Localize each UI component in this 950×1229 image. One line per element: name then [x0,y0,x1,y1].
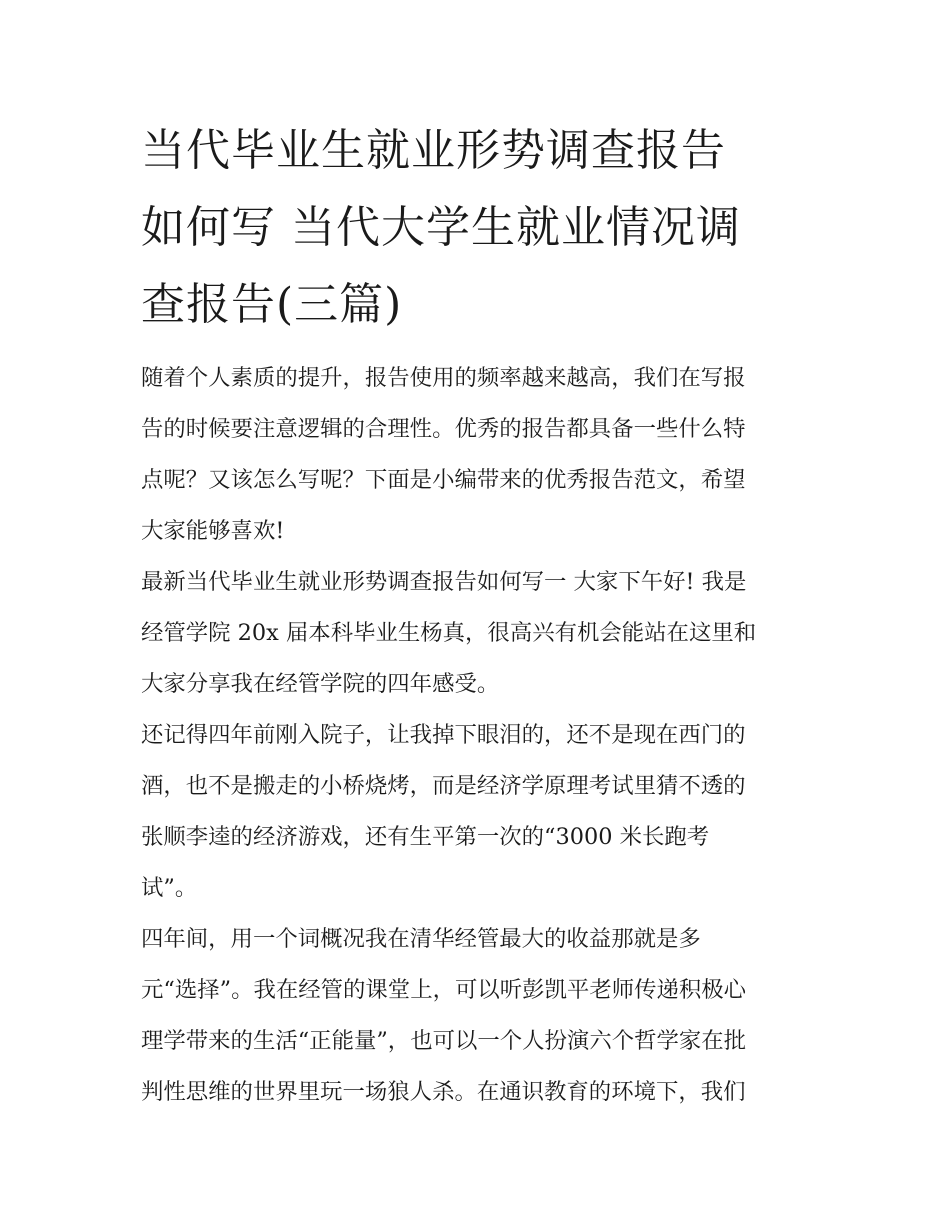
document-title [141,112,813,343]
text-line: 试”。 [141,875,198,901]
paragraph-4 [141,914,813,1118]
text-line: 最新当代毕业生就业形势调查报告如何写一 大家下午好! 我是 [141,569,747,595]
text-line: 点呢？又该怎么写呢？下面是小编带来的优秀报告范文，希望 [141,467,746,493]
text-line: 经管学院 20x 届本科毕业生杨真，很高兴有机会能站在这里和 [141,620,757,646]
text-line: 四年间，用一个词概况我在清华经管最大的收益那就是多 [141,926,701,952]
text-line: 大家能够喜欢! [141,518,285,544]
text-line: 张顺李逵的经济游戏，还有生平第一次的“3000 米长跑考 [141,824,710,850]
text-line: 理学带来的生活“正能量”，也可以一个人扮演六个哲学家在批 [141,1028,747,1054]
text-line: 元“选择”。我在经管的课堂上，可以听彭凯平老师传递积极心 [141,977,747,1003]
text-line: 随着个人素质的提升，报告使用的频率越来越高，我们在写报 [141,365,746,391]
document-body [141,112,813,1118]
paragraph-2 [141,557,813,710]
text-line: 酒，也不是搬走的小桥烧烤，而是经济学原理考试里猜不透的 [141,773,746,799]
text-line: 告的时候要注意逻辑的合理性。优秀的报告都具备一些什么特 [141,416,746,442]
paragraph-3 [141,710,813,914]
text-line: 判性思维的世界里玩一场狼人杀。在通识教育的环境下，我们 [141,1079,746,1105]
title-line: 查报告(三篇) [141,279,403,330]
text-line: 还记得四年前刚入院子，让我掉下眼泪的，还不是现在西门的 [141,722,746,748]
title-line: 当代毕业生就业形势调查报告 [141,125,726,176]
title-line: 如何写 当代大学生就业情况调 [141,202,741,253]
intro-paragraph [141,353,813,557]
text-line: 大家分享我在经管学院的四年感受。 [141,671,500,697]
